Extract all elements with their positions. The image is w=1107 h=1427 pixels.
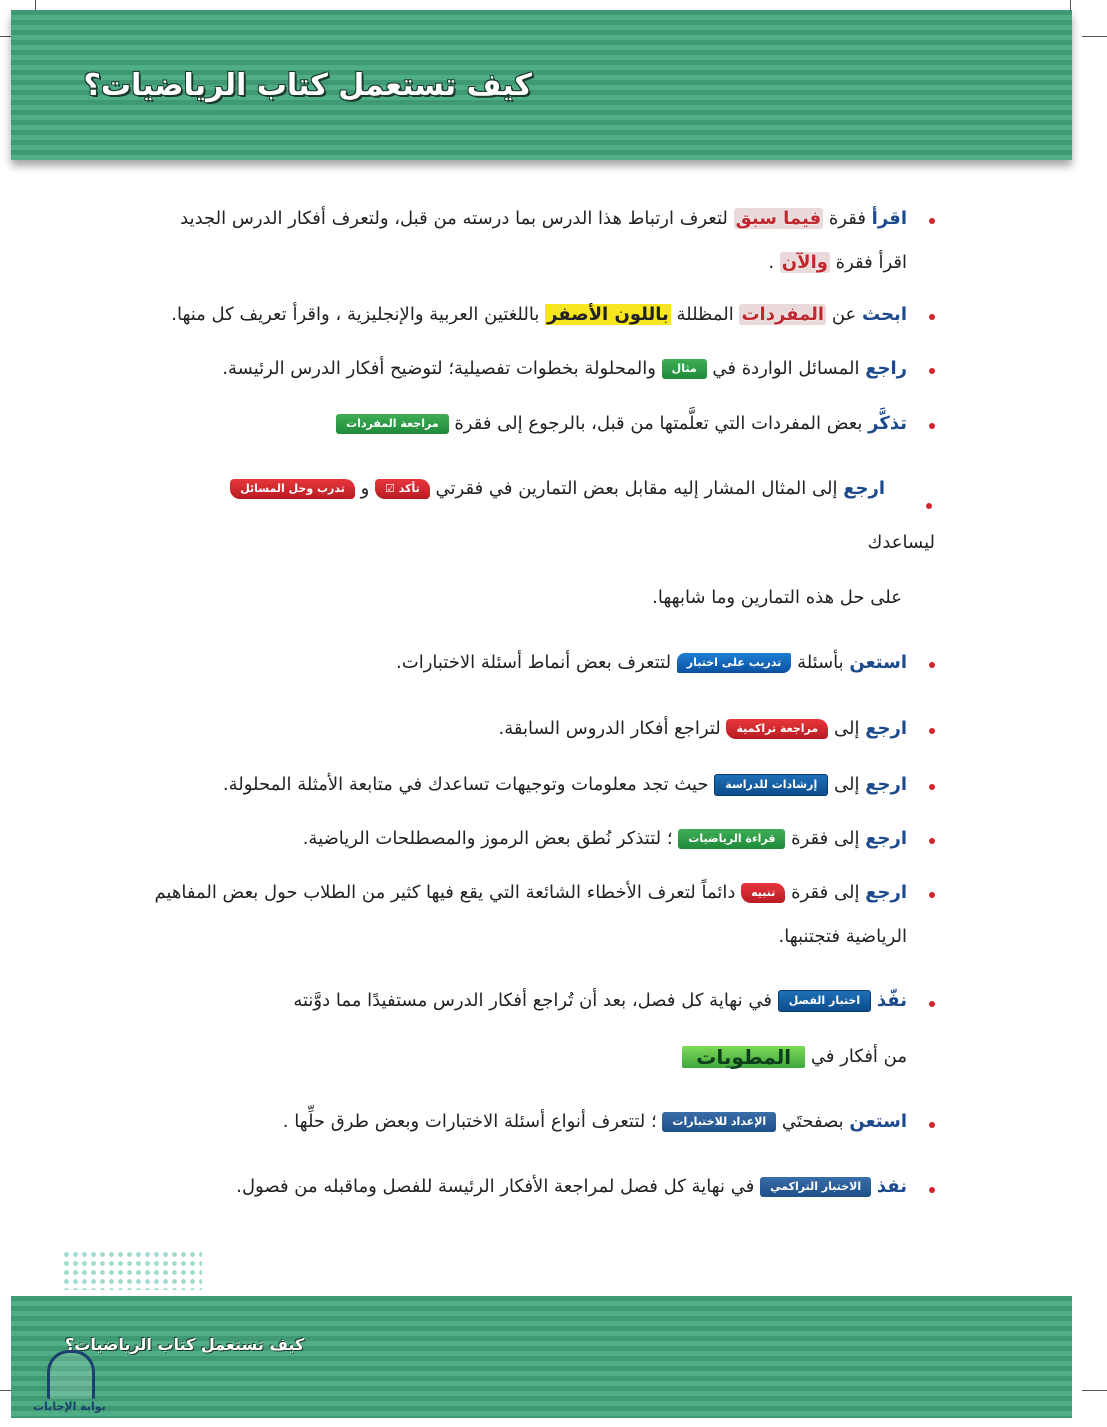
list-item — [283, 1109, 907, 1135]
bullet — [929, 1187, 935, 1193]
text: بأسئلة — [797, 652, 844, 673]
keyword: ارجع — [865, 774, 907, 795]
tag-test-prep: الإعداد للاختبارات — [662, 1112, 776, 1132]
keyword: استعن — [849, 1111, 907, 1132]
keyword: ارجع — [865, 828, 907, 849]
list-item — [180, 206, 907, 232]
tag-vocabulary: المفردات — [741, 304, 825, 325]
bullet — [926, 503, 932, 509]
tag-fima-sabaq: فيما سبق — [735, 208, 822, 229]
bullet — [929, 892, 935, 898]
list-item-continuation — [682, 1044, 907, 1070]
text: ؛ لتتذكر نُطق بعض الرموز والمصطلحات الرياضية. — [302, 828, 673, 849]
text: اقرأ فقرة — [835, 252, 907, 273]
list-item — [396, 650, 907, 676]
keyword: ارجع — [865, 718, 907, 739]
crop-mark — [1082, 36, 1107, 37]
text: . — [768, 252, 775, 273]
text: فقرة — [828, 208, 866, 229]
tag-check: تأكد ☑ — [375, 479, 430, 499]
tag-example: مثال — [662, 359, 707, 379]
footer-title: كيف تستعمل كتاب الرياضيات؟ — [65, 1335, 305, 1354]
tag-reading-math: قراءة الرياضيات — [678, 829, 785, 849]
list-item — [498, 716, 907, 742]
list-item-continuation — [779, 924, 907, 950]
text: و — [360, 478, 370, 499]
list-item — [230, 476, 885, 502]
text: ليساعدك — [867, 532, 935, 553]
text: في نهاية كل فصل لمراجعة الأفكار الرئيسة للفصل وماقبله من فصول. — [236, 1176, 755, 1197]
text: المظللة — [676, 304, 734, 325]
footer-band — [11, 1296, 1072, 1418]
tag-chapter-test: اختبار الفصل — [778, 990, 871, 1012]
keyword: نفّذ — [876, 990, 907, 1011]
keyword: نفذ — [876, 1176, 907, 1197]
list-item — [236, 1174, 907, 1200]
text: حيث تجد معلومات وتوجيهات تساعدك في متابعة الأمثلة المحلولة. — [222, 774, 709, 795]
text: إلى — [833, 774, 860, 795]
tag-foldables: المطويات — [682, 1046, 805, 1068]
keyword: راجع — [865, 358, 907, 379]
logo-icon — [47, 1350, 95, 1399]
bullet — [929, 784, 935, 790]
text: لتعرف ارتباط هذا الدرس بما درسته من قبل، ولتعرف أفكار الدرس الجديد — [180, 208, 728, 229]
bullet — [929, 728, 935, 734]
text: بعض المفردات التي تعلَّمتها من قبل، بالرجوع إلى فقرة — [454, 413, 863, 434]
text: إلى فقرة — [791, 828, 860, 849]
tag-cumulative-test: الاختبار التراكمي — [760, 1177, 871, 1197]
keyword: استعن — [849, 652, 907, 673]
bullet — [929, 218, 935, 224]
text: إلى المثال المشار إليه مقابل بعض التمارين في فقرتي — [435, 478, 838, 499]
bullet — [929, 368, 935, 374]
checkbox-icon: ☑ — [385, 482, 395, 495]
text: والمحلولة بخطوات تفصيلية؛ لتوضيح أفكار الدرس الرئيسة. — [222, 358, 656, 379]
text: إلى — [833, 718, 860, 739]
tag-alaan: والآن — [781, 252, 828, 273]
list-item-continuation — [652, 585, 902, 611]
text: الرياضية فتجتنبها. — [778, 926, 907, 947]
list-item-continuation — [768, 250, 907, 276]
text: ؛ لتتعرف أنواع أسئلة الاختبارات وبعض طرق حلِّها . — [282, 1111, 657, 1132]
page-title: كيف تستعمل كتاب الرياضيات؟ — [83, 68, 532, 103]
bullet — [929, 662, 935, 668]
text: باللغتين العربية والإنجليزية ، واقرأ تعريف كل منها. — [171, 304, 540, 325]
text: المسائل الواردة في — [712, 358, 860, 379]
keyword: اقرأ — [871, 208, 907, 229]
logo-text: بوابة الإجابات — [33, 1400, 106, 1413]
tag-study-tips: إرشادات للدراسة — [714, 774, 828, 796]
tag-vocab-review: مراجعة المفردات — [336, 414, 449, 434]
text: لتراجع أفكار الدروس السابقة. — [498, 718, 721, 739]
text: بصفحتَي — [781, 1111, 844, 1132]
text: إلى فقرة — [791, 882, 860, 903]
crop-mark — [1082, 1390, 1107, 1391]
list-item — [222, 356, 907, 382]
list-item — [154, 880, 907, 906]
keyword: ارجع — [865, 882, 907, 903]
bullet — [929, 423, 935, 429]
tag-caution: تنبيه — [741, 883, 785, 903]
keyword: ارجع — [843, 478, 885, 499]
text: من أفكار في — [810, 1046, 907, 1067]
text: عن — [831, 304, 857, 325]
list-item — [171, 302, 907, 328]
text: في نهاية كل فصل، بعد أن تُراجع أفكار الدرس مستفيدًا مما دوَّنته — [293, 990, 772, 1011]
tag-cumulative-review: مراجعة تراكمية — [726, 719, 828, 739]
text: لتتعرف بعض أنماط أسئلة الاختبارات. — [396, 652, 672, 673]
decorative-dots — [62, 1250, 202, 1290]
keyword: تذكَّر — [868, 413, 907, 434]
list-item — [303, 826, 907, 852]
list-item — [336, 411, 907, 437]
yellow-highlight: باللون الأصفر — [547, 304, 669, 325]
bullet — [929, 1001, 935, 1007]
list-item-continuation — [868, 530, 935, 556]
tag-test-practice: تدريب على اختبار — [677, 653, 792, 673]
text: دائماً لتعرف الأخطاء الشائعة التي يقع فيها كثير من الطلاب حول بعض المفاهيم — [154, 882, 736, 903]
tag-practice: تدرب وحل المسائل — [230, 479, 355, 499]
list-item — [293, 988, 907, 1014]
keyword: ابحث — [862, 304, 907, 325]
bullet — [929, 838, 935, 844]
bullet — [929, 1122, 935, 1128]
text: على حل هذه التمارين وما شابهها. — [652, 587, 902, 608]
list-item — [223, 772, 907, 798]
bullet — [929, 314, 935, 320]
